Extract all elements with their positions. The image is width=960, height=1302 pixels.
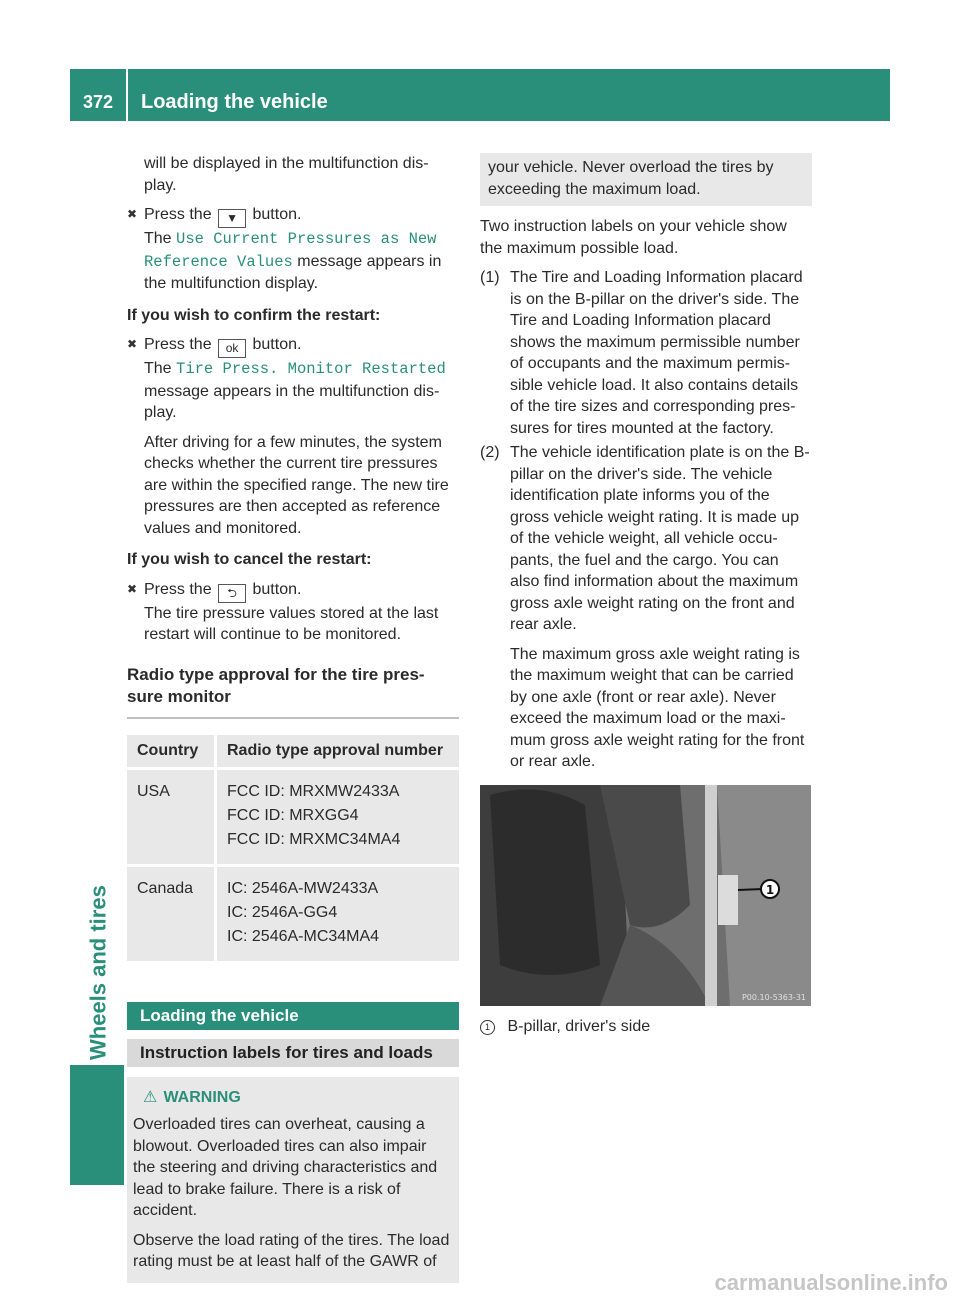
callout-line: [738, 889, 763, 890]
list-item: (2) The vehicle identification plate is on the B-pillar on the driver's side. The vehicle identification plate informs you of the gross vehicle weight rating. It is made up of the vehicle weight, all vehicle occu-pants, the fuel and the cargo. You can also find information about the maximum gross axle weight rating on the front and rear axle. The maximum gross axle weight rating is the maximum weight that can be carried by one axle (front or rear axle). Never exceed the maximum load or the maxi-mum gross axle weight rating for the front or rear axle.: [480, 444, 810, 770]
display-message: Tire Press. Monitor Restarted: [176, 360, 446, 378]
instruction-step: ✖ Press the ▼ button. The Use Current Pressures as New Reference Values message appears in the multifunction display.: [127, 206, 442, 292]
table-row: USA FCC ID: MRXMW2433A FCC ID: MRXGG4 FCC ID: MRXMC34MA4: [127, 768, 459, 865]
instruction-step: ✖ Press the ⮌ button. The tire pressure values stored at the last restart will continue to be monitored.: [127, 580, 439, 643]
warning-continuation: your vehicle. Never overload the tires by exceeding the maximum load.: [480, 153, 812, 206]
approval-table: [127, 735, 459, 964]
table-header-number: Radio type approval number: [216, 735, 460, 769]
step-arrow-icon: ✖: [127, 581, 138, 596]
left-column: [127, 153, 459, 1283]
section-title: Loading the vehicle: [127, 1002, 459, 1030]
callout-1-label: 1: [765, 882, 775, 897]
warning-text: Observe the load rating of the tires. The load rating must be at least half of the GAWR of: [133, 1231, 450, 1270]
confirm-heading: If you wish to confirm the restart:: [127, 306, 381, 324]
callout-number-icon: 1: [480, 1020, 495, 1035]
cancel-heading: If you wish to cancel the restart:: [127, 551, 372, 568]
instruction-step: ✖ Press the ok button. The Tire Press. Monitor Restarted message appears in the multifunction dis-play. After driving for a few minutes, the system checks whether the current tire pressures are within the specified range. The new tire pressures are then accepted as reference values and monitored.: [127, 334, 459, 539]
header-divider: [126, 69, 128, 121]
photo-reference: P00.10-5363-31: [741, 992, 806, 1002]
step-arrow-icon: ✖: [127, 337, 138, 351]
paragraph: After driving for a few minutes, the system checks whether the current tire pressures are within the specified range. The new tire pressures are then accepted as reference values and monitored.: [144, 433, 449, 537]
table-row: Canada IC: 2546A-MW2433A IC: 2546A-GG4 IC: 2546A-MC34MA4: [127, 865, 459, 962]
back-button-icon: ⮌: [218, 584, 246, 603]
table-header-country: Country: [127, 735, 216, 769]
list-item: (1) The Tire and Loading Information placard is on the B-pillar on the driver's side. The Tire and Loading Information placard shows the maximum permissible number of occupants and the maximum permis-sible vehicle load. It also contains details of the tire sizes and corresponding pres-sures for tires mounted at the factory.: [480, 269, 803, 437]
step-arrow-icon: ✖: [127, 207, 138, 221]
side-tab-block: [70, 1065, 124, 1185]
photo-caption: 1 B-pillar, driver's side: [480, 1016, 812, 1038]
page-number: 372: [82, 92, 114, 112]
paragraph: will be displayed in the multifunction dis-play.: [144, 155, 429, 194]
page-title: Loading the vehicle: [141, 91, 328, 113]
radio-approval-heading: Radio type approval for the tire pres-sure monitor: [127, 664, 459, 719]
b-pillar-photo: [480, 785, 811, 1006]
down-button-icon: ▼: [218, 209, 246, 228]
warning-box: ⚠ WARNING Overloaded tires can overheat, causing a blowout. Overloaded tires can also impair the steering and driving characteristics and lead to brake failure. There is a risk of accident. Observe the load rating of the tires. The load rating must be at least half of the GAWR of: [127, 1077, 459, 1283]
display-message: Use Current Pressures as New Reference Values: [144, 230, 437, 271]
warning-triangle-icon: ⚠: [143, 1088, 158, 1106]
subsection-title: Instruction labels for tires and loads: [127, 1039, 459, 1067]
paragraph: Two instruction labels on your vehicle show the maximum possible load.: [480, 218, 787, 257]
side-tab-label: Wheels and tires: [85, 885, 111, 1060]
right-column: [480, 153, 812, 1037]
ok-button-icon: ok: [218, 339, 246, 358]
warning-text: Overloaded tires can overheat, causing a blowout. Overloaded tires can also impair the steering and driving characteristics and lead to brake failure. There is a risk of accident.: [133, 1116, 438, 1219]
watermark: carmanualsonline.info: [714, 1270, 948, 1295]
